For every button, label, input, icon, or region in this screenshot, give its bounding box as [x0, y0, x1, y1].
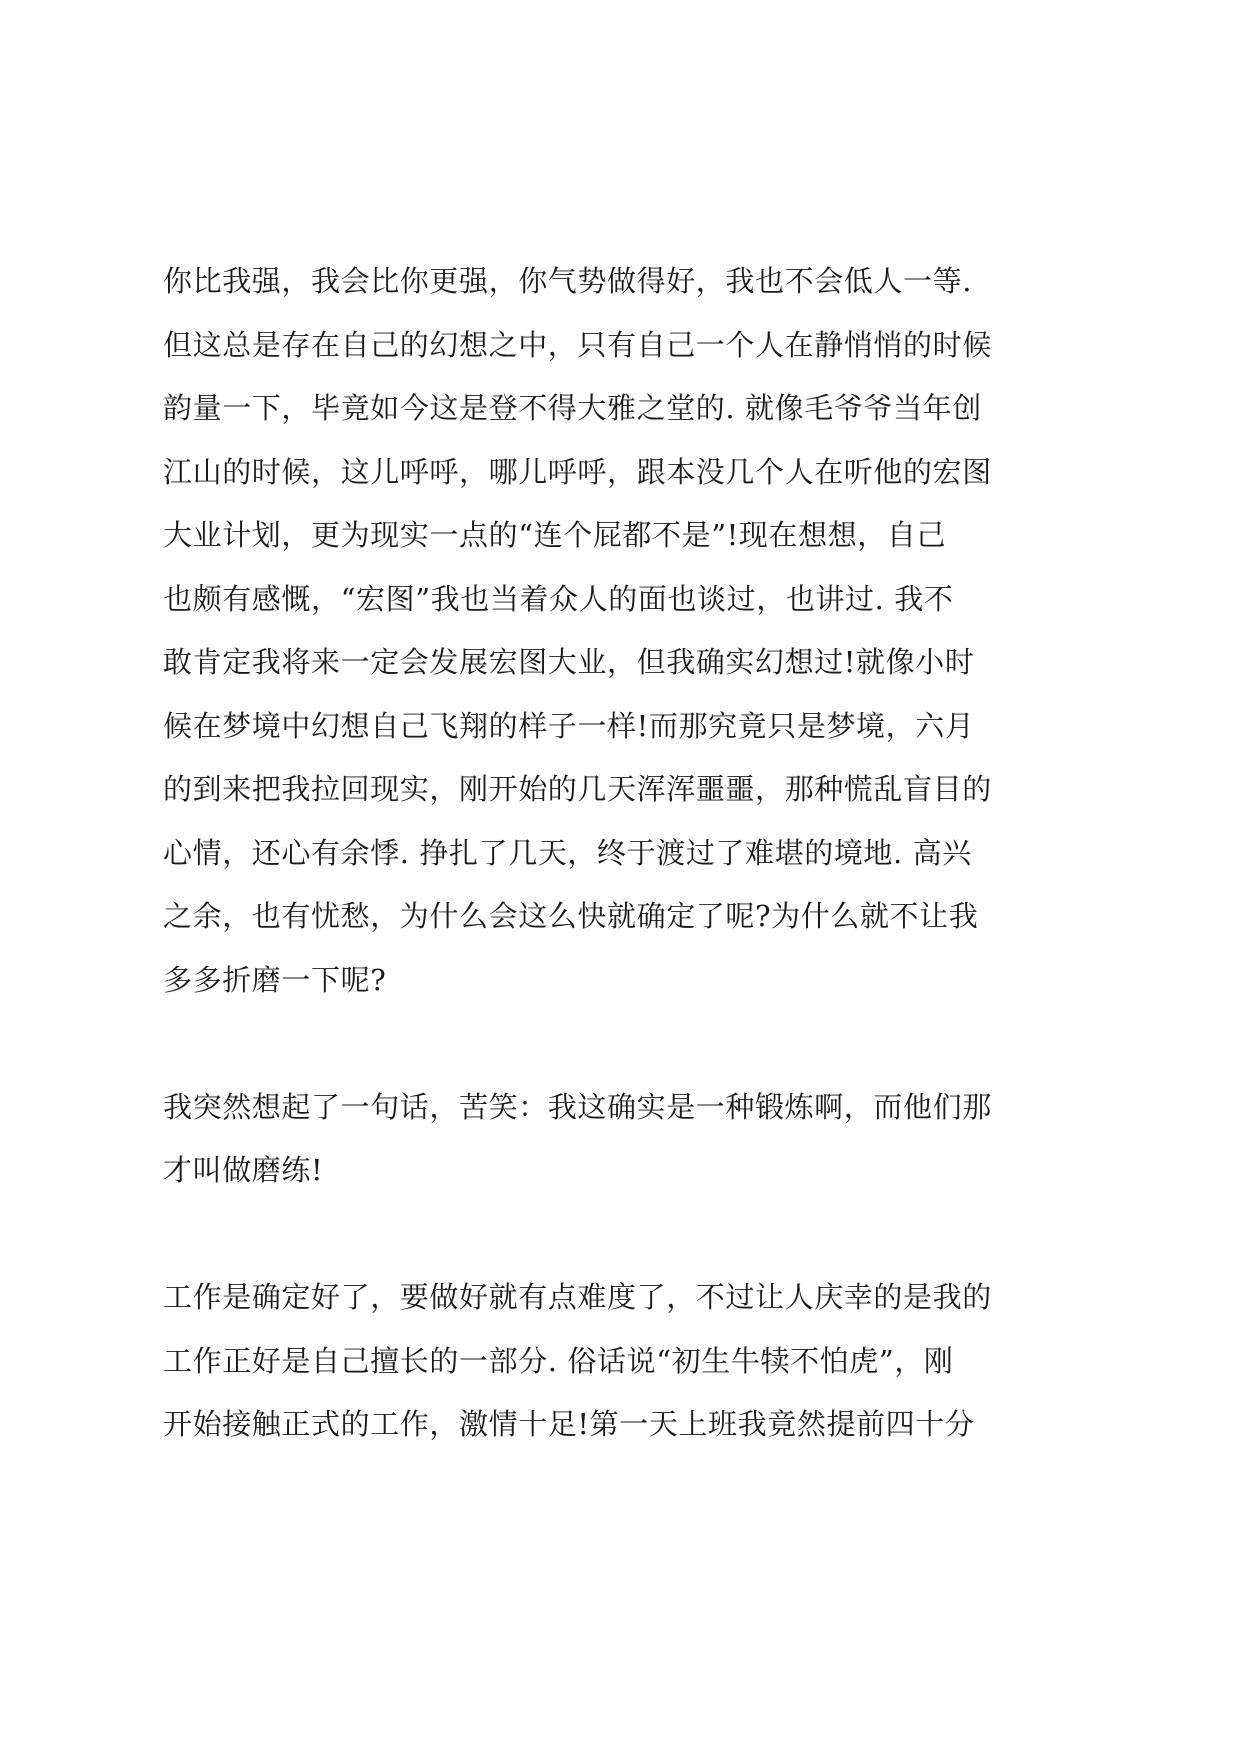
text-line: 才叫做磨练!: [163, 1153, 324, 1187]
text-line: 但这总是存在自己的幻想之中，只有自己一个人在静悄悄的时候: [163, 327, 992, 362]
text-line: 多多折磨一下呢?: [163, 962, 387, 997]
text-line: 候在梦境中幻想自己飞翔的样子一样!而那究竟只是梦境，六月: [163, 708, 975, 743]
document-body: [163, 250, 1098, 1457]
text-line: 江山的时候，这儿呼呼，哪儿呼呼，跟本没几个人在听他的宏图: [163, 454, 992, 489]
paragraph-2: [163, 1076, 1098, 1203]
text-line: 开始接触正式的工作，激情十足!第一天上班我竟然提前四十分: [163, 1407, 975, 1441]
text-line: 敢肯定我将来一定会发展宏图大业，但我确实幻想过!就像小时: [163, 645, 975, 679]
paragraph-1: [163, 250, 1098, 1012]
paragraph-3: [163, 1266, 1098, 1457]
text-line: 也颇有感慨，“宏图”我也当着众人的面也谈过，也讲过. 我不: [163, 581, 954, 616]
paragraph-spacer: [163, 1203, 1098, 1267]
text-line: 的到来把我拉回现实，刚开始的几天浑浑噩噩，那种慌乱盲目的: [163, 772, 992, 806]
text-line: 我突然想起了一句话，苦笑：我这确实是一种锻炼啊，而他们那: [163, 1089, 992, 1124]
text-line: 之余，也有忧愁，为什么会这么快就确定了呢?为什么就不让我: [163, 899, 979, 933]
text-line: 你比我强，我会比你更强，你气势做得好，我也不会低人一等.: [163, 264, 973, 298]
text-line: 工作是确定好了，要做好就有点难度了，不过让人庆幸的是我的: [163, 1280, 992, 1314]
text-line: 心情，还心有余悸. 挣扎了几天，终于渡过了难堪的境地. 高兴: [163, 835, 972, 870]
paragraph-spacer: [163, 1012, 1098, 1076]
text-line: 工作正好是自己擅长的一部分. 俗话说“初生牛犊不怕虎”，刚: [163, 1343, 954, 1378]
text-line: 大业计划，更为现实一点的“连个屁都不是”!现在想想，自己: [163, 518, 947, 552]
text-line: 韵量一下，毕竟如今这是登不得大雅之堂的. 就像毛爷爷当年创: [163, 391, 982, 425]
